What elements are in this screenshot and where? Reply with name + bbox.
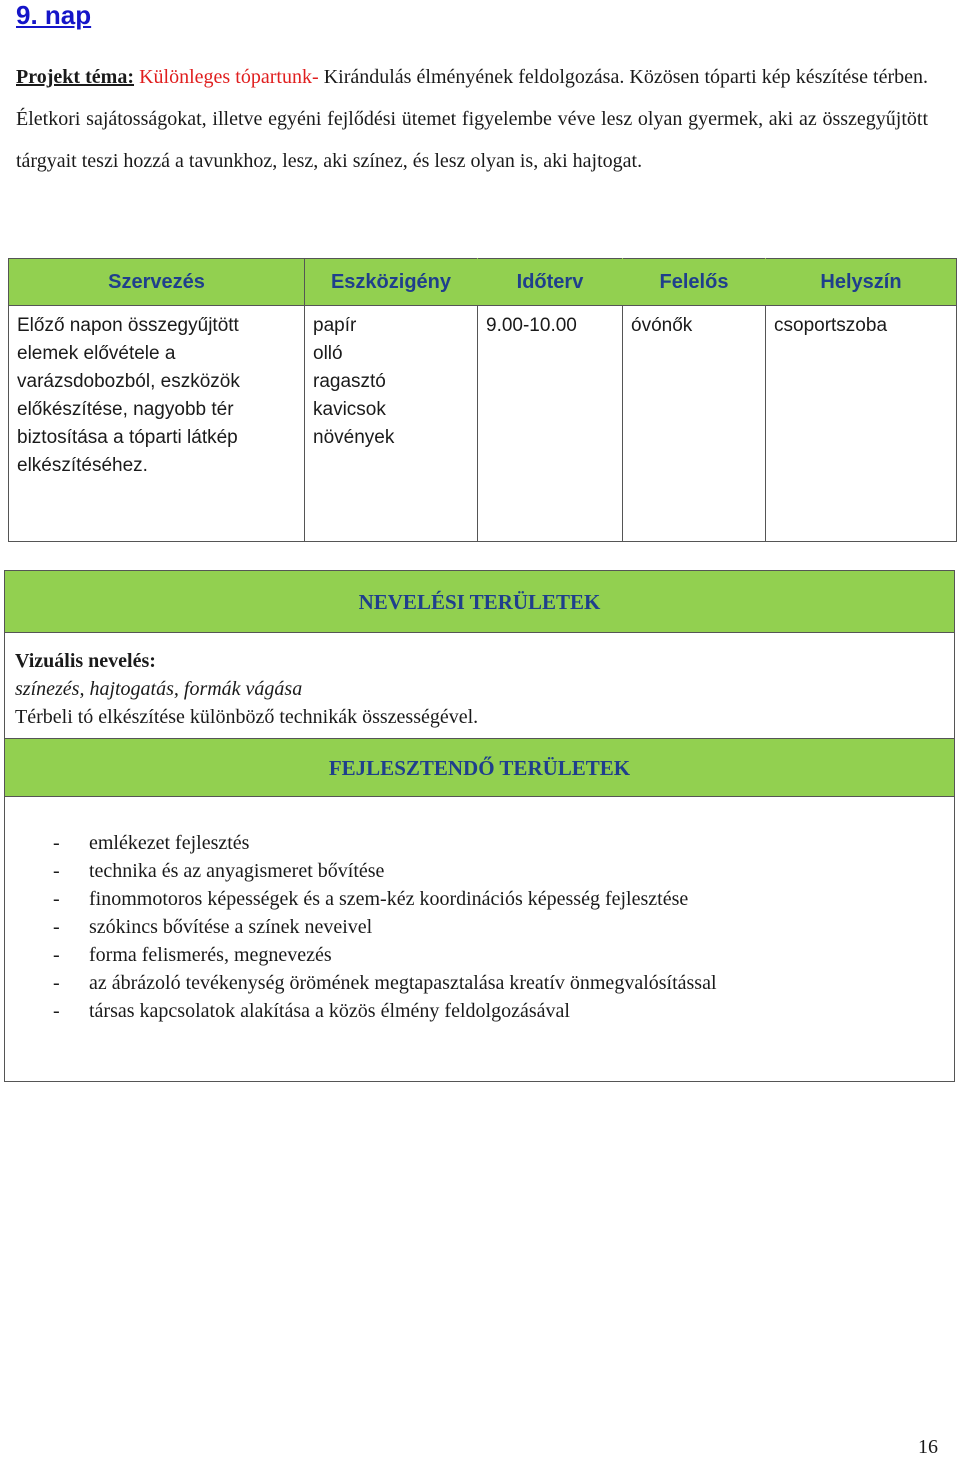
header-szervezes: Szervezés [9, 259, 305, 306]
list-item: - technika és az anyagismeret bővítése [53, 860, 385, 882]
tool-item: papír [313, 315, 357, 336]
visual-text: Térbeli tó elkészítése különböző technikák összességével. [15, 706, 479, 728]
cell-szervezes: Előző napon összegyűjtött elemek elővétele a varázsdobozból, eszközök előkészítése, nagyobb tér biztosítása a tóparti látkép elkészítéséhez. [9, 306, 305, 542]
cell-helyszin: csoportszoba [766, 306, 957, 542]
areas-heading-band [5, 571, 954, 633]
list-item: - szókincs bővítése a színek neveivel [53, 916, 373, 938]
dev-list [5, 797, 954, 1025]
cell-idoterv: 9.00-10.00 [478, 306, 623, 542]
header-eszkozigeny: Eszközigény [305, 259, 478, 306]
cell-felelos: óvónők [623, 306, 766, 542]
project-intro [16, 56, 928, 182]
project-description: Kirándulás élményének feldolgozása. Közösen tóparti kép készítése térben. Életkori sajátosságokat, illetve egyéni fejlődési ütemet figyelembe véve lesz olyan gyermek, aki az összegyűjtött tárgyait teszi hozzá a tavunkhoz, lesz, aki színez, és lesz olyan is, aki hajtogat. [16, 66, 929, 172]
tool-item: növények [313, 427, 395, 448]
plan-table [8, 258, 957, 542]
tool-item: olló [313, 343, 343, 364]
list-item: - társas kapcsolatok alakítása a közös élmény feldolgozásával [53, 1000, 570, 1022]
tool-item: kavicsok [313, 399, 386, 420]
areas-box [4, 570, 955, 1082]
cell-eszkozigeny [305, 306, 478, 542]
visual-title: Vizuális nevelés: [15, 650, 156, 672]
tool-item: ragasztó [313, 371, 386, 392]
visual-items: színezés, hajtogatás, formák vágása [15, 678, 303, 700]
header-idoterv: Időterv [478, 259, 623, 306]
list-item: - az ábrázoló tevékenység örömének megtapasztalása kreatív önmegvalósítással [53, 972, 717, 994]
visual-education [5, 633, 954, 739]
header-helyszin: Helyszín [766, 259, 957, 306]
header-felelos: Felelős [623, 259, 766, 306]
project-theme: Különleges tópartunk- [139, 66, 319, 88]
plan-header-row [9, 259, 957, 306]
areas-heading: NEVELÉSI TERÜLETEK [358, 590, 601, 614]
plan-row [9, 306, 957, 542]
dev-heading: FEJLESZTENDŐ TERÜLETEK [5, 739, 954, 797]
list-item: - emlékezet fejlesztés [53, 832, 250, 854]
page-title: 9. nap [16, 0, 92, 30]
page-number: 16 [918, 1436, 938, 1458]
list-item: - finommotoros képességek és a szem-kéz koordinációs képesség fejlesztése [53, 888, 689, 910]
project-label: Projekt téma: [16, 66, 135, 88]
list-item: - forma felismerés, megnevezés [53, 944, 332, 966]
